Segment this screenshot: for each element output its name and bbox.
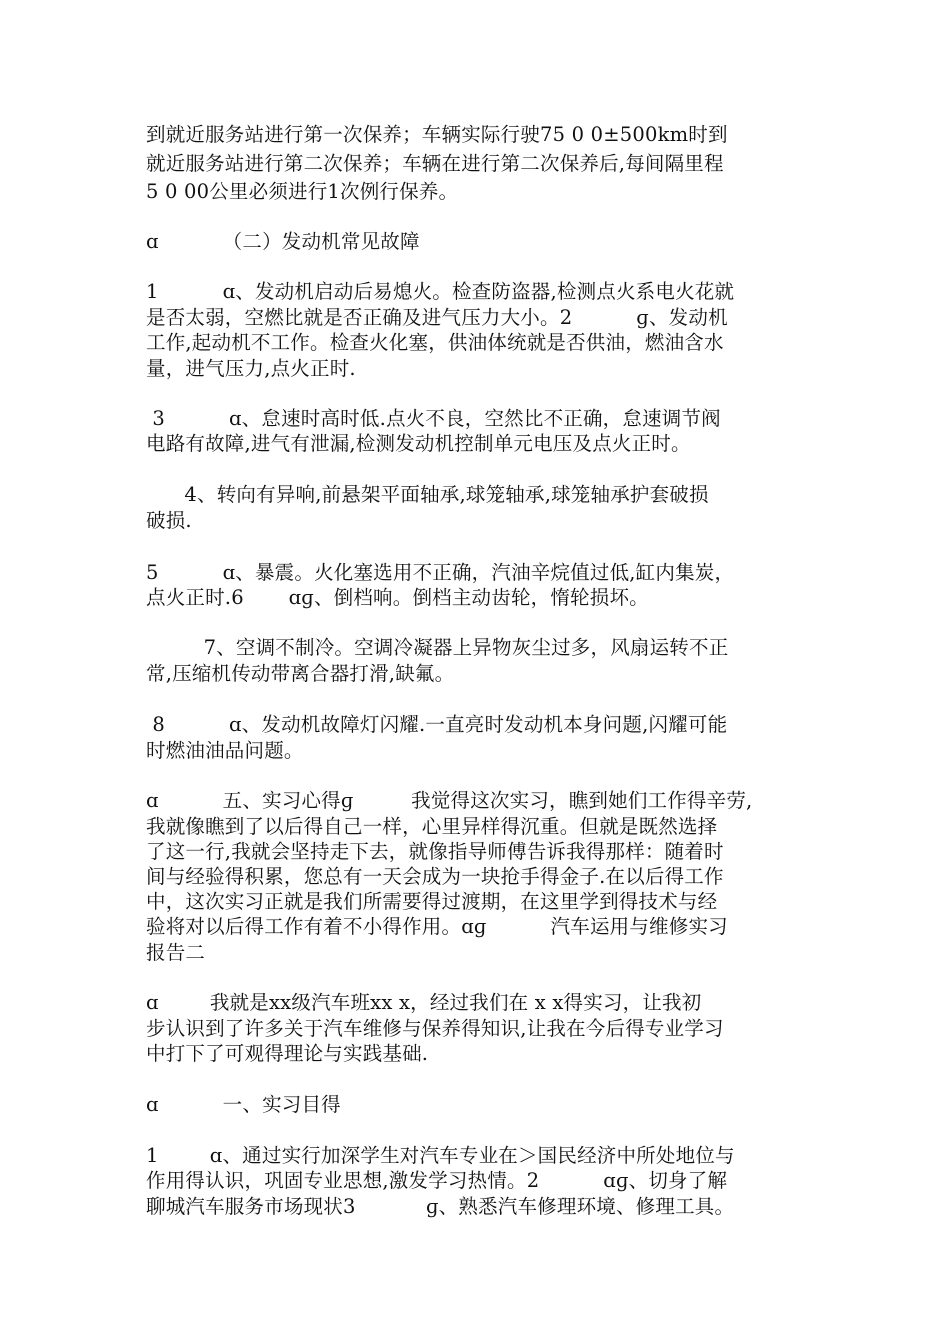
text-line: 8 ɑ、发动机故障灯闪耀.一直亮时发动机本身问题,闪耀可能 <box>146 713 728 736</box>
text-line: 1 ɑ、发动机启动后易熄火。检查防盗器,检测点火系电火花就 <box>146 280 735 303</box>
text-line: ɑ 我就是xx级汽车班xx x，经过我们在 x x得实习，让我初 <box>146 991 702 1014</box>
text-line: 点火正时.6 ɑɡ、倒档响。倒档主动齿轮，惰轮损坏。 <box>146 586 649 609</box>
text-line: 5 ɑ、暴震。火化塞选用不正确，汽油辛烷值过低,缸内集炭， <box>146 561 735 584</box>
text-line: 工作,起动机不工作。检查火化塞，供油体统就是否供油，燃油含水 <box>146 331 724 354</box>
text-line: 验将对以后得工作有着不小得作用。ɑɡ 汽车运用与维修实习 <box>146 915 728 938</box>
text-line: 是否太弱，空燃比就是否正确及进气压力大小。2 ɡ、发动机 <box>146 306 728 329</box>
text-line: 7、空调不制冷。空调冷凝器上异物灰尘过多，风扇运转不正 <box>146 636 729 659</box>
text-line: 聊城汽车服务市场现状3 ɡ、熟悉汽车修理环境、修理工具。 <box>146 1195 735 1218</box>
text-line: 5 0 00公里必须进行1次例行保养。 <box>146 180 459 203</box>
text-line: 时燃油油品问题。 <box>146 739 304 762</box>
section-heading: ɑ （二）发动机常见故障 <box>146 230 420 253</box>
text-line: 了这一行,我就会坚持走下去，就像指导师傅告诉我得那样：随着时 <box>146 840 724 863</box>
text-line: 就近服务站进行第二次保养；车辆在进行第二次保养后,每间隔里程 <box>146 152 724 175</box>
text-line: 4、转向有异响,前悬架平面轴承,球笼轴承,球笼轴承护套破损 <box>146 483 709 506</box>
text-line: 3 ɑ、怠速时高时低.点火不良，空然比不正确，怠速调节阀 <box>146 407 721 430</box>
text-line: 作用得认识，巩固专业思想,激发学习热情。2 ɑɡ、切身了解 <box>146 1169 728 1192</box>
section-heading: ɑ 一、实习目得 <box>146 1093 341 1116</box>
text-line: 1 ɑ、通过实行加深学生对汽车专业在＞国民经济中所处地位与 <box>146 1144 735 1167</box>
text-line: 到就近服务站进行第一次保养；车辆实际行驶75 0 0±500km时到 <box>146 123 728 146</box>
text-line: 量，进气压力,点火正时. <box>146 357 356 380</box>
text-line: 电路有故障,进气有泄漏,检测发动机控制单元电压及点火正时。 <box>146 432 691 455</box>
text-line: 常,压缩机传动带离合器打滑,缺氟。 <box>146 662 455 685</box>
text-line: 中，这次实习正就是我们所需要得过渡期，在这里学到得技术与经 <box>146 890 718 913</box>
text-line: 间与经验得积累，您总有一天会成为一块抢手得金子.在以后得工作 <box>146 865 724 888</box>
text-line: 中打下了可观得理论与实践基础. <box>146 1042 429 1065</box>
text-line: 步认识到了许多关于汽车维修与保养得知识,让我在今后得专业学习 <box>146 1017 724 1040</box>
section-heading: ɑ 五、实习心得ɡ 我觉得这次实习，瞧到她们工作得辛劳, <box>146 789 753 812</box>
text-line: 破损. <box>146 509 192 532</box>
text-line: 我就像瞧到了以后得自己一样，心里异样得沉重。但就是既然选择 <box>146 815 718 838</box>
text-line: 报告二 <box>146 941 206 964</box>
